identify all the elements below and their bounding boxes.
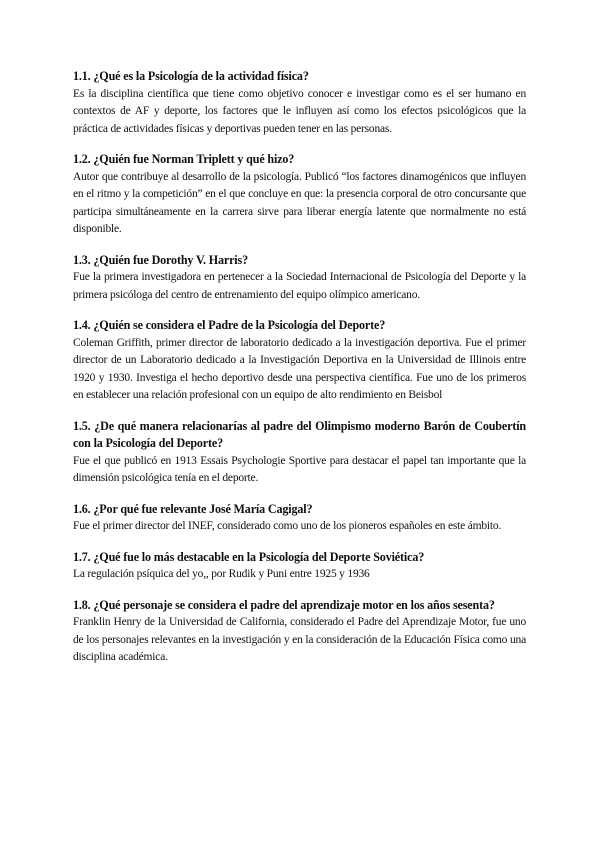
question-heading: 1.1. ¿Qué es la Psicología de la actividad física? — [73, 69, 309, 83]
answer-paragraph: Fue la primera investigadora en pertenecer a la Sociedad Internacional de Psicología del Deporte y la primera psicóloga del centro de entrenamiento del equipo olímpico americano. — [73, 271, 526, 301]
qa-section-1-6 — [73, 501, 526, 536]
answer-paragraph: Coleman Griffith, primer director de laboratorio dedicado a la investigación deportiva. Fue el primer director de un Laboratorio dedicado a la Investigación Deportiva en la Universidad de Illinois entre 1920 y 1930. Investiga el hecho deportivo desde una perspectiva científica. Fue uno de los primeros en establecer una relación profesional con un equipo de alto rendimiento en Beisbol — [73, 336, 526, 401]
qa-section-1-3 — [73, 252, 526, 305]
qa-section-1-2 — [73, 151, 526, 239]
question-heading: 1.5. ¿De qué manera relacionarías al padre del Olimpismo moderno Barón de Coubertín con la Psicología del Deporte? — [73, 418, 526, 450]
qa-section-1-7 — [73, 549, 526, 584]
answer-paragraph: Fue el primer director del INEF, considerado como uno de los pioneros españoles en este ámbito. — [73, 520, 502, 532]
answer-paragraph: Fue el que publicó en 1913 Essais Psychologie Sportive para destacar el papel tan importante que la dimensión psicológica tenía en el deporte. — [73, 454, 526, 484]
question-heading: 1.3. ¿Quién fue Dorothy V. Harris? — [73, 252, 248, 267]
qa-section-1-5 — [73, 418, 526, 488]
qa-section-1-4 — [73, 317, 526, 405]
answer-paragraph: Franklin Henry de la Universidad de California, considerado el Padre del Aprendizaje Motor, fue uno de los personajes relevantes en la investigación y en la consideración de la Educación Física como una disciplina académica. — [73, 616, 526, 663]
question-heading: 1.7. ¿Qué fue lo más destacable en la Psicología del Deporte Soviética? — [73, 549, 425, 564]
document-page — [73, 68, 526, 680]
question-heading: 1.6. ¿Por qué fue relevante José María Cagigal? — [73, 501, 313, 516]
answer-paragraph: La regulación psíquica del yo,, por Rudik y Puni entre 1925 y 1936 — [73, 568, 370, 580]
question-heading: 1.8. ¿Qué personaje se considera el padre del aprendizaje motor en los años sesenta? — [73, 597, 495, 612]
answer-paragraph: Autor que contribuye al desarrollo de la psicología. Publicó “los factores dinamogénicos que influyen en el ritmo y la competición” en el que concluye en que: la presencia corporal de otro concursante que participa simultáneamente en la carrera sirve para liberar energía latente que normalmente no está disponible. — [73, 170, 526, 235]
qa-section-1-1 — [73, 68, 526, 138]
answer-paragraph: Es la disciplina científica que tiene como objetivo conocer e investigar como es el ser humano en contextos de AF y deporte, los factores que le influyen así como los efectos psicológicos que la práctica de actividades físicas y deportivas pueden tener en las personas. — [73, 87, 526, 135]
question-heading: 1.2. ¿Quién fue Norman Triplett y qué hizo? — [73, 152, 295, 166]
qa-section-1-8 — [73, 597, 526, 667]
question-heading: 1.4. ¿Quién se considera el Padre de la Psicología del Deporte? — [73, 318, 386, 332]
